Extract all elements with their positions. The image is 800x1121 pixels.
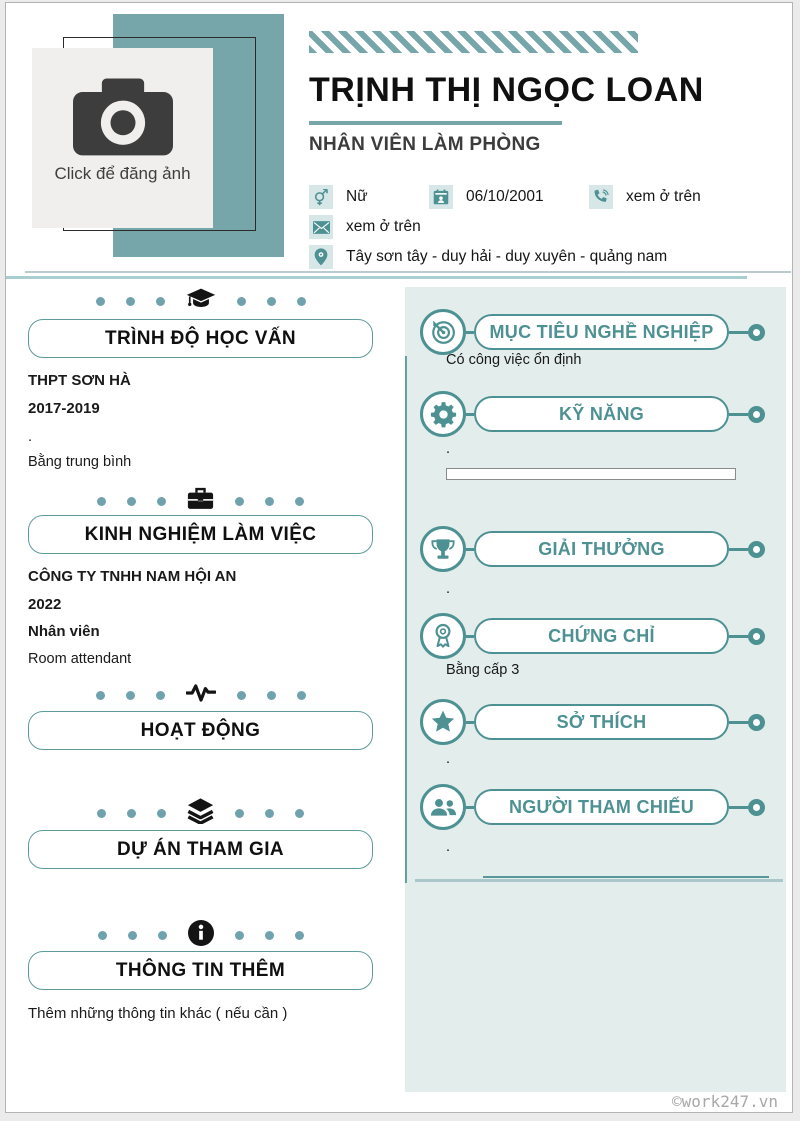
contact-email[interactable]: xem ở trên [309, 215, 421, 239]
section-title-experience: KINH NGHIỆM LÀM VIỆC [28, 515, 373, 554]
section-header-skills [420, 391, 772, 437]
awards-content[interactable]: . [446, 581, 451, 597]
section-title-certificates: CHỨNG CHỈ [474, 618, 729, 654]
references-content[interactable]: . [446, 839, 451, 855]
hobbies-content[interactable]: . [446, 751, 451, 767]
end-dot [748, 541, 765, 558]
experience-company[interactable]: CÔNG TY TNHH NAM HỘI AN [28, 568, 237, 585]
section-header-awards [420, 526, 772, 572]
section-header-certificates [420, 613, 772, 659]
cv-page [5, 2, 793, 1113]
watermark: ©work247.vn [672, 1092, 778, 1111]
end-dot [748, 799, 765, 816]
skills-content[interactable]: . [446, 441, 451, 457]
education-grade[interactable]: Bằng trung bình [28, 454, 132, 470]
section-title-projects: DỰ ÁN THAM GIA [28, 830, 373, 869]
photo-upload-placeholder[interactable] [32, 48, 213, 228]
education-school[interactable]: THPT SƠN HÀ [28, 372, 131, 389]
section-title-references: NGƯỜI THAM CHIẾU [474, 789, 729, 825]
hatched-stripe-bar [309, 31, 638, 53]
objective-content[interactable]: Có công việc ổn định [446, 352, 582, 368]
section-ornament-activities [28, 681, 373, 709]
certificates-content[interactable]: Bằng cấp 3 [446, 662, 520, 678]
section-ornament-experience [28, 487, 373, 515]
section-title-awards: GIẢI THƯỞNG [474, 531, 729, 567]
skill-level-bar[interactable] [446, 468, 736, 480]
graduation-cap-icon [186, 287, 216, 316]
end-dot [748, 714, 765, 731]
education-note[interactable]: . [28, 429, 33, 445]
header-divider-top [25, 271, 791, 273]
calendar-icon [429, 185, 453, 209]
candidate-name[interactable]: TRỊNH THỊ NGỌC LOAN [309, 71, 704, 109]
map-pin-icon [309, 245, 333, 269]
header-divider-bottom [6, 276, 747, 279]
experience-detail[interactable]: Room attendant [28, 651, 132, 667]
experience-position[interactable]: Nhân viên [28, 623, 100, 640]
info-icon [188, 920, 214, 951]
section-header-references [420, 784, 772, 830]
activity-pulse-icon [186, 683, 216, 708]
additional-note[interactable]: Thêm những thông tin khác ( nếu cần ) [28, 1005, 288, 1022]
section-ornament-education [28, 287, 373, 315]
section-title-education: TRÌNH ĐỘ HỌC VẤN [28, 319, 373, 358]
phone-icon [589, 185, 613, 209]
experience-year[interactable]: 2022 [28, 596, 62, 613]
end-dot [748, 324, 765, 341]
end-dot [748, 406, 765, 423]
photo-caption: Click để đăng ảnh [54, 164, 191, 183]
medal-icon [420, 613, 466, 659]
section-title-hobbies: SỞ THÍCH [474, 704, 729, 740]
section-title-activities: HOẠT ĐỘNG [28, 711, 373, 750]
envelope-icon [309, 215, 333, 239]
section-ornament-additional [28, 921, 373, 949]
gear-icon [420, 391, 466, 437]
target-icon [420, 309, 466, 355]
users-icon [420, 784, 466, 830]
trophy-icon [420, 526, 466, 572]
star-icon [420, 699, 466, 745]
right-panel-left-rule [405, 356, 407, 883]
camera-icon [73, 76, 173, 156]
education-years[interactable]: 2017-2019 [28, 400, 100, 417]
contact-phone[interactable]: xem ở trên [589, 185, 701, 209]
layers-icon [187, 798, 214, 829]
section-title-skills: KỸ NĂNG [474, 396, 729, 432]
section-header-hobbies [420, 699, 772, 745]
end-dot [748, 628, 765, 645]
contact-address[interactable]: Tây sơn tây - duy hải - duy xuyên - quảng nam [309, 245, 667, 269]
section-title-objective: MỤC TIÊU NGHỀ NGHIỆP [474, 314, 729, 350]
panel-divider-dark [483, 876, 769, 878]
job-title[interactable]: NHÂN VIÊN LÀM PHÒNG [309, 134, 541, 155]
contact-birthday[interactable]: 06/10/2001 [429, 185, 544, 209]
section-header-objective [420, 309, 772, 355]
gender-icon [309, 185, 333, 209]
name-underline [309, 121, 562, 125]
section-title-additional: THÔNG TIN THÊM [28, 951, 373, 990]
contact-gender[interactable]: Nữ [309, 185, 368, 209]
panel-divider-light [415, 879, 783, 882]
section-ornament-projects [28, 799, 373, 827]
briefcase-icon [187, 487, 214, 515]
